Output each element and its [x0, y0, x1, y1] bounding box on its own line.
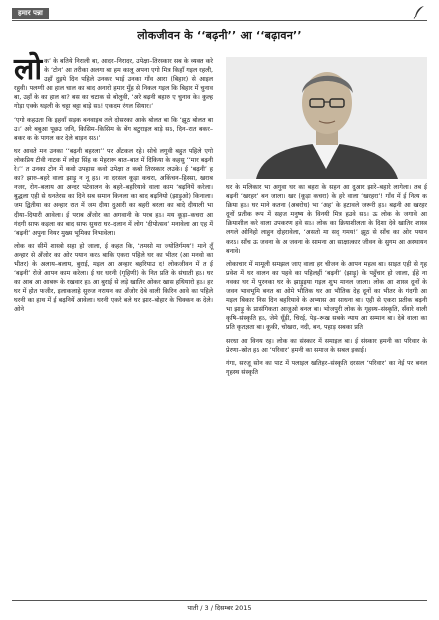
paragraph: ‘एगो कहउता कि इहवाँ सड़क बनवाइब तले दोसरका आके बोलत बा कि ‘झूठ बोलत बा उ।’ अरे बबुआ पूछउ जनि, किसिम–किसिम के बेंग बटुराइल बाड़े सऽ, दिन–रात बकर–बकर क के पागल कर देले बाड़न सऽ।’	[14, 116, 213, 142]
paragraph: लोकाचार में मामूली समझल जाए वाला हर चीजन के आपन महत्व बा। साइत एही से गृह प्रवेश में घर वालन का पहवे का पहिलहीं ‘बढ़नी’ (झाड़ू) के पहुँचार हो जाला, ईहे ना नवका घर में पुरनका घर के झाड़ुइया गइल शुभ मानल जाला। लोक आ शास्त्र दूनों के जवन भावभूमि बनत बा ओमे भौतिक घर आ भौतिक देह दूनों का भीतर के गंदगी आ मइल बिकार निस दिन बहरियावे के अभ्यास आ साधना बा। एही से एकरा प्रतीक बढ़नी भा झाड़ू के प्रासंगिकता आजुओ बनल बा। भोजपुरी लोक के गृहस्थ–संस्कृति, सँवारे वाली कृषि–संस्कृति हऽ, जेमे धूँड़ी, चिरई, पेड़–रूख सबके न्याय आ सम्मान बा। देबे वाला का प्रति कृतज्ञता बा। कूकी, चोखरा, नदी, बन, पहाड़ सबका प्रति	[226, 260, 427, 332]
drop-cap: लो	[14, 52, 43, 87]
section-tag: हमार पन्ना	[12, 8, 49, 19]
article-column-left	[14, 52, 213, 319]
paragraph: घर आवते मन उनका ‘‘बढ़नी बहरला’’ पर अँटकल रहे। सोचे लगुवी बहुत पहिले एगो लोकप्रिय टीवी नाटक में लोहा सिंह क मेहरारू बात–बात में दिकिया के कहसु ‘‘मार बढ़नी रे।’’ त उनका टोन में कवो उपहास कवो उपेक्षा त कबो तिरस्कार लउके। ई ‘बढ़नी’ ह का? झारु–बहरे वाला झाड़ू न नू हऽ। ना दरसल कूड़ा कचरा, अकिंचन–हिस्सा, खराब नजर, रोग–बलाय आ अन्दर पटेवालन के बहरे–बहरियावे वाला काम ‘बढ़नियें करेला। बुद्धला एही से धनतेरस का दिने सब समान किनला का बाद बढ़नियो (झाड़ुओ) किनाला। जम द्वितीया का अन्हार रात में जम दीया दुआरी का बहरी बरला का बादे दीयाली भा दीया–दियारी आवेला। ई पराब अँजोर का अगवानी के परब हऽ। मय कूड़ा–कचरा आ गंदगी साफ कइला का बाद साफ सुथरा घर–दलान में लोग ‘दीपोत्सव’ मनावेला आ एह में ‘बढ़नी’ अपुना नियर मुख्य भूमिका निभावेला।	[14, 147, 213, 237]
paragraph: लोक का सीमें शास्त्रो सहा हो जाला, ई कहत कि, ‘तमसो मा ज्योतिर्गमय’! माने तूँ अन्हार से अँजोर का ओर पयान करऽ बाकि एकरा पहिले घर का भीतर (आ मनवो का भीतर) के अलाय–बलाय, बुराई, मइल आ अन्हार बहरियाउ द! लोकजीवन में त ई ‘बढ़नी’ रोजे आपन काम करेला। ई घर धरनी (गृहिणी) के नित प्रति के संघाती हऽ। घर का आब आ आबरू के रखवार हऽ आ बुराई से लड़े खातिर ओकर खास हथियारो हऽ। हर घर में होत फजीर, इलाकलाहे सुरुज नरायन का अँजोर देबे वाली किरिन आवे का पहिले घरनी का हाथ में ई बढ़नियें आवेला। घरनी एकरे बले घर झार–बोहार के चिक्कन क देले। ओने	[14, 242, 213, 314]
page-footer: पाती / 3 / दिसम्बर 2015	[12, 600, 427, 612]
intro-text: क’ के बतिये निराली बा, आदर–निरादर, उपेक्षा–तिरस्कार सब के व्यक्त करे के ‘टोन’ आ तरीका अलगा बा हम कालू अपना एगो मित्र किहाँ गइल रहली, उहाँ दुइये दिन पहिले उनकर भाई उनका गाँव आरा (बिहार) से आइल रहुवी। पलग्गी आ हाल चाल का बाद अनारो हमार मुँह से निकल गइल कि बिहार में चुनाव बा, उहाँ के का हाल बा? बस का चटाक से बोलुवी, ‘अरे बढ़नी बहारु ए चुनाव के। कुल्ह गोड़ा एक्के थइली के चट्टा बट्टा बाड़े सऽ! एकदम रंगल सियार।’	[14, 58, 213, 111]
quill-pen-icon	[413, 5, 425, 19]
author-photo	[226, 57, 427, 179]
author-portrait	[226, 57, 427, 179]
article-title: लोकजीवन के ‘‘बढ़नी’’ आ ‘‘बढ़ावन’’	[137, 29, 302, 42]
section-header-bar	[12, 8, 427, 21]
paragraph: सरधा आ विनय रह। लोक का संस्कार में समाइल बा। ई संस्कार हमनी का परिवार के प्रेरणा–स्रोत हऽ आ ‘परिवार’ हमनी का समाज के सबल इकाई।	[226, 337, 427, 354]
paragraph: घर के मलिकार भा अगुवा घर का बहरा के सहन आ दुआर झारे–बहारे लागेला। तब ई बढ़नी ‘खरहर’ बन जाला। खर (कूड़ा कचरा) के हरे वाला ‘खरहरा’! गाँव में ई नित्य क क्रिया हऽ। घर माने कतना (अबरोध) भा ‘अह’ के हटावले जरूरी हऽ। बढ़नी आ खरहर दूनों प्रतीक रूप में सहज मनुष्य के विनयी मित्र हउवे सऽ। ऊ लोक के जगावे आ क्रियाशील करे वाला उपकरण हवे सऽ। लोक का क्रियाशीलता के दिशा देवे खातिर शास्त्र लगले ओनिहो लाहुन दोहरावेला, ‘असतो मा सद् गमय!’ झूठ से साँच का ओर पयान करऽ। साँच ऊ जवना के अ जवना के सामना आ साक्षात्कार जीवन के सुगम आ अस्थायन बनावे।	[226, 184, 427, 255]
article-column-right	[226, 183, 427, 381]
paragraph: गंगा, सरजू सोन का पाट में पलाइल खतिहर–संस्कृति दरसल ‘परिवार’ का नेई पर बनल गृहस्थ संस्कृति	[226, 359, 427, 376]
intro-paragraph	[14, 52, 213, 112]
